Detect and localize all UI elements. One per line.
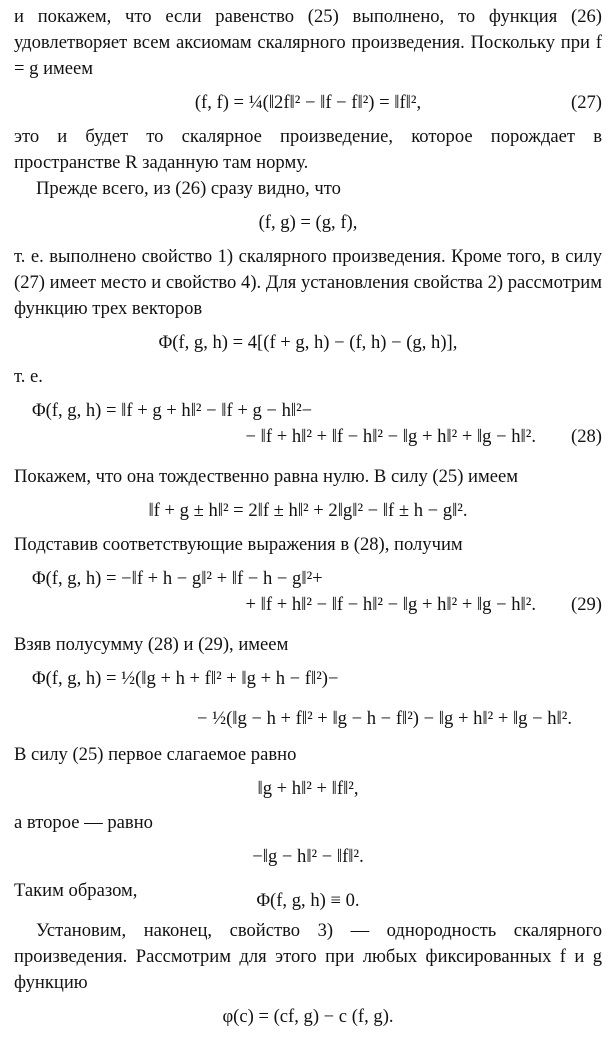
conclusion-line bbox=[14, 878, 602, 918]
equation-half-sum-line-2: − ½(‖g − h + f‖² + ‖g − h − f‖²) − ‖g + h‖² + ‖g − h‖². bbox=[197, 708, 572, 729]
paragraph-10: а второе — равно bbox=[14, 812, 153, 833]
paragraph-3: Прежде всего, из (26) сразу видно, что bbox=[36, 178, 341, 199]
equation-second-term bbox=[14, 836, 602, 878]
equation-27 bbox=[14, 82, 602, 124]
equation-29-line-2: + ‖f + h‖² − ‖f − h‖² − ‖g + h‖² + ‖g − h‖². bbox=[245, 594, 536, 615]
equation-27-body: (f, f) = ¼(‖2f‖² − ‖f − f‖²) = ‖f‖², bbox=[194, 92, 422, 113]
paragraph-1: и покажем, что если равенство (25) выполнено, то функция (26) удовлетворяет всем аксиомам скалярного произведения. Поскольку при f = g имеем bbox=[14, 6, 602, 79]
paragraph-9: В силу (25) первое слагаемое равно bbox=[14, 744, 297, 765]
equation-29 bbox=[14, 558, 602, 632]
equation-parallelogram bbox=[14, 490, 602, 532]
paragraph-12: Установим, наконец, свойство 3) — однородность скалярного произведения. Рассмотрим для этого при любых фиксированных f и g функцию bbox=[14, 920, 602, 993]
equation-half-sum bbox=[14, 658, 602, 742]
equation-symmetry bbox=[14, 202, 602, 244]
equation-second-term-body: −‖g − h‖² − ‖f‖². bbox=[252, 846, 364, 867]
paragraph-4: т. е. выполнено свойство 1) скалярного произведения. Кроме того, в силу (27) имеет место и свойство 4). Для установления свойства 2) рассмотрим функцию трех векторов bbox=[14, 246, 602, 319]
equation-phi-c-body: φ(c) = (cf, g) − c (f, g). bbox=[222, 1006, 394, 1027]
equation-first-term-body: ‖g + h‖² + ‖f‖², bbox=[257, 778, 359, 799]
paragraph-7: Подставив соответствующие выражения в (28), получим bbox=[14, 534, 463, 555]
paragraph-5: т. е. bbox=[14, 366, 43, 387]
page bbox=[14, 4, 602, 1038]
equation-28-number: (28) bbox=[571, 426, 602, 447]
equation-parallelogram-body: ‖f + g ± h‖² = 2‖f ± h‖² + 2‖g‖² − ‖f ± h − g‖². bbox=[148, 500, 468, 521]
equation-symmetry-body: (f, g) = (g, f), bbox=[258, 212, 358, 233]
equation-phi-c bbox=[14, 996, 602, 1038]
equation-29-number: (29) bbox=[571, 594, 602, 615]
equation-phi-definition-body: Φ(f, g, h) = 4[(f + g, h) − (f, h) − (g, h)], bbox=[158, 332, 458, 353]
equation-28-line-1: Φ(f, g, h) = ‖f + g + h‖² − ‖f + g − h‖²− bbox=[32, 400, 313, 421]
equation-29-line-1: Φ(f, g, h) = −‖f + h − g‖² + ‖f − h − g‖²+ bbox=[32, 568, 323, 589]
paragraph-8: Взяв полусумму (28) и (29), имеем bbox=[14, 634, 289, 655]
equation-phi-definition bbox=[14, 322, 602, 364]
equation-27-number: (27) bbox=[571, 92, 602, 113]
equation-28 bbox=[14, 390, 602, 464]
equation-28-line-2: − ‖f + h‖² + ‖f − h‖² − ‖g + h‖² + ‖g − h‖². bbox=[245, 426, 536, 447]
equation-half-sum-line-1: Φ(f, g, h) = ½(‖g + h + f‖² + ‖g + h − f‖²)− bbox=[32, 668, 339, 689]
paragraph-6: Покажем, что она тождественно равна нулю. В силу (25) имеем bbox=[14, 466, 519, 487]
paragraph-2: это и будет то скалярное произведение, которое порождает в пространстве R заданную там норму. bbox=[14, 126, 602, 173]
paragraph-11: Таким образом, bbox=[14, 880, 138, 901]
equation-zero: Φ(f, g, h) ≡ 0. bbox=[256, 890, 360, 911]
equation-first-term bbox=[14, 768, 602, 810]
